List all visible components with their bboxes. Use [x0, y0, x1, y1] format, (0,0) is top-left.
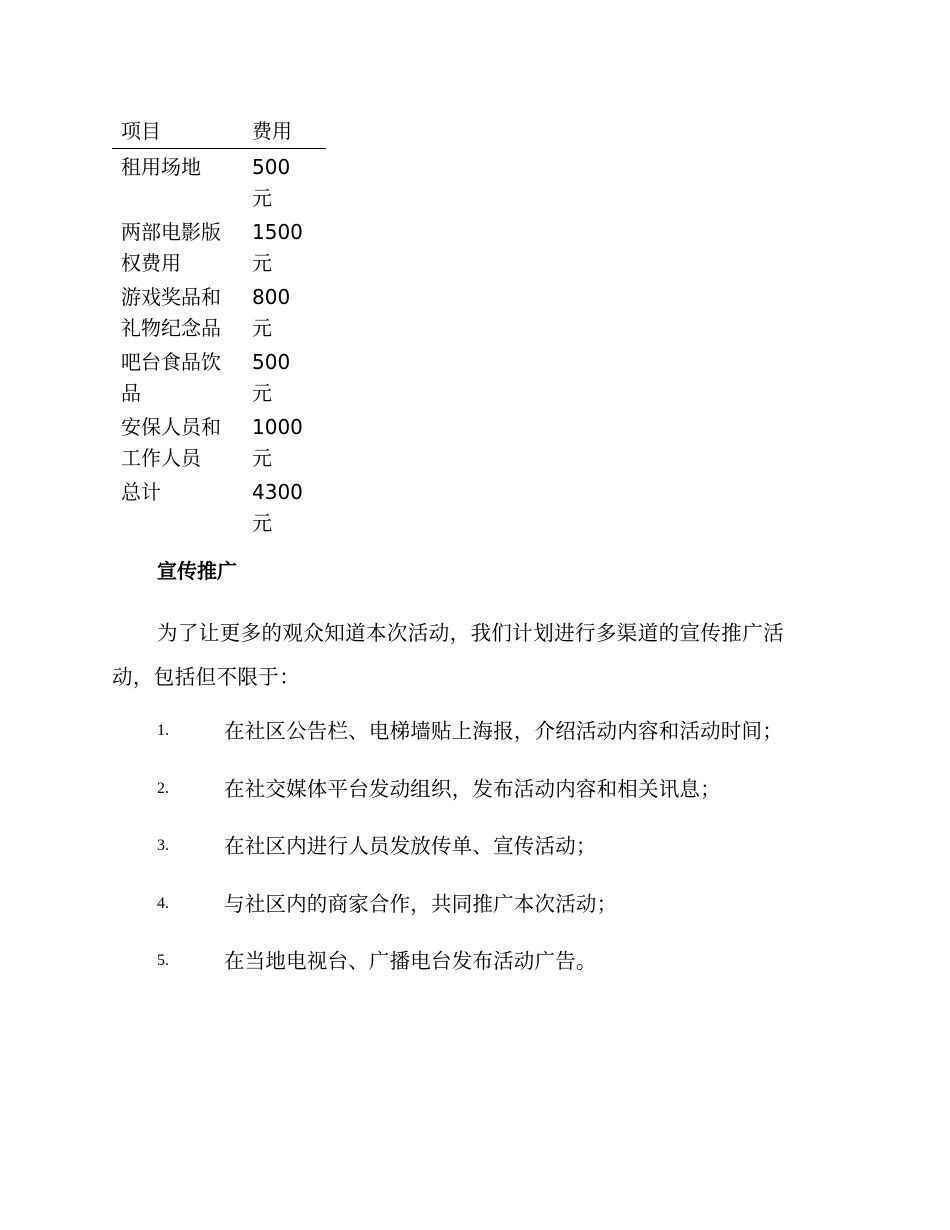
- row-cost: 500元: [252, 155, 291, 210]
- table-row: [112, 344, 326, 409]
- row-cost: 500元: [252, 350, 291, 405]
- list-item-number: 4.: [157, 894, 169, 912]
- list-item-text: 在社区公告栏、电梯墙贴上海报，介绍活动内容和活动时间；: [224, 719, 783, 743]
- budget-table-header: [112, 116, 326, 149]
- list-item-text: 在当地电视台、广播电台发布活动广告。: [224, 949, 597, 973]
- list-item: [0, 826, 950, 884]
- header-item: 项目: [112, 116, 252, 149]
- promotion-intro-paragraph: 为了让更多的观众知道本次活动，我们计划进行多渠道的宣传推广活动，包括但不限于：: [112, 621, 784, 689]
- list-item-number: 2.: [157, 779, 169, 797]
- budget-table: [112, 116, 326, 539]
- budget-table-header-row: [112, 116, 326, 149]
- table-row-total: [112, 474, 326, 539]
- header-cost: 费用: [252, 116, 326, 149]
- list-item-text: 在社区内进行人员发放传单、宣传活动；: [224, 834, 597, 858]
- list-item-text: 与社区内的商家合作，共同推广本次活动；: [224, 891, 618, 916]
- budget-table-body: [112, 149, 326, 540]
- list-item-number: 3.: [157, 837, 169, 854]
- row-item: 两部电影版权费用: [121, 220, 221, 275]
- row-cost: 800元: [252, 285, 291, 340]
- table-row: [112, 149, 326, 215]
- table-row: [112, 409, 326, 474]
- row-item: 游戏奖品和礼物纪念品: [121, 285, 221, 340]
- row-item: 租用场地: [121, 155, 201, 179]
- list-item: [0, 884, 950, 942]
- list-item: [0, 941, 950, 999]
- row-cost: 1500元: [252, 220, 303, 275]
- table-row: [112, 279, 326, 344]
- list-item-text: 在社交媒体平台发动组织，发布活动内容和相关讯息；: [224, 776, 721, 801]
- list-item-number: 1.: [157, 722, 169, 739]
- section-heading-promotion: 宣传推广: [157, 559, 237, 583]
- row-item: 安保人员和工作人员: [121, 415, 221, 470]
- row-cost: 4300元: [252, 480, 303, 535]
- table-row: [112, 214, 326, 279]
- row-item: 吧台食品饮品: [121, 350, 221, 405]
- row-cost: 1000元: [252, 415, 303, 470]
- list-item-number: 5.: [157, 952, 169, 969]
- list-item: [0, 711, 950, 769]
- promotion-list: [0, 711, 950, 999]
- row-item: 总计: [121, 480, 161, 504]
- list-item: [0, 769, 950, 827]
